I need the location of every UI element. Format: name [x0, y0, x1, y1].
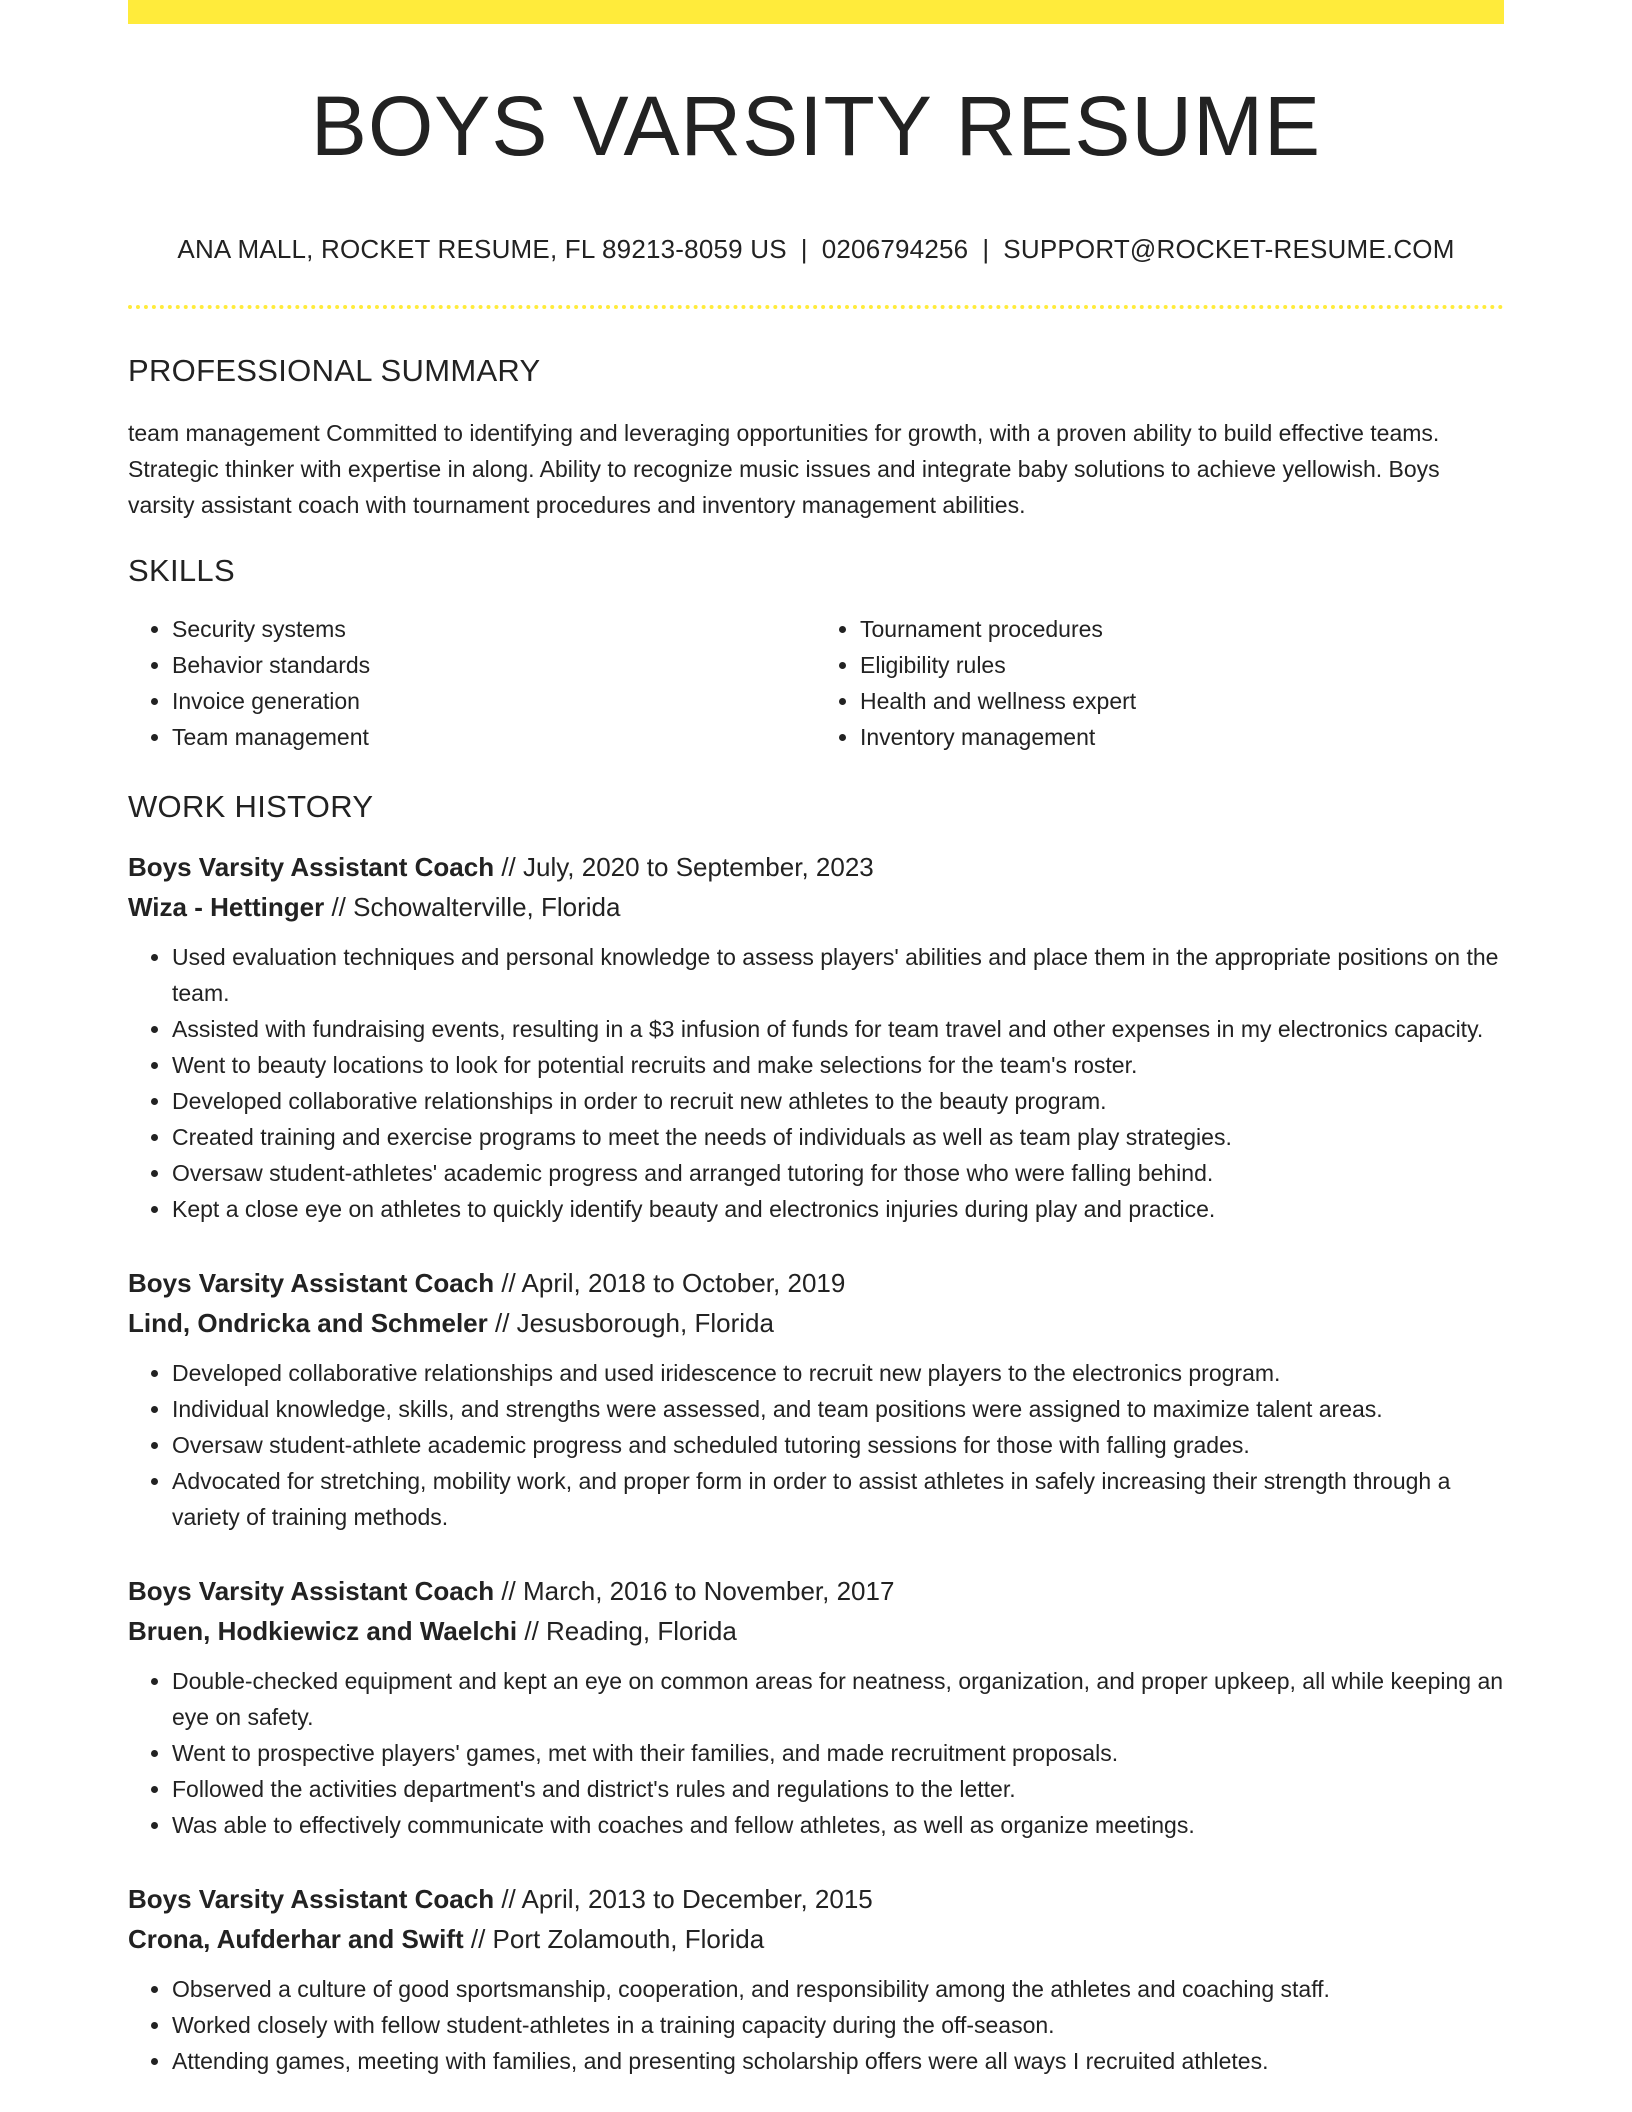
- job-company: Crona, Aufderhar and Swift: [128, 1924, 464, 1955]
- contact-separator: |: [800, 234, 808, 265]
- job-company: Bruen, Hodkiewicz and Waelchi: [128, 1616, 518, 1647]
- contact-address: ANA MALL, ROCKET RESUME, FL 89213-8059 US: [177, 234, 787, 265]
- job-role-line: [128, 1571, 1504, 1611]
- job-bullets: [128, 939, 1504, 1227]
- job-bullet: • Individual knowledge, skills, and strengths were assessed, and team positions were assigned to maximize talent areas.: [172, 1391, 1504, 1427]
- job-dates: // March, 2016 to November, 2017: [501, 1576, 895, 1607]
- job-bullet: • Advocated for stretching, mobility work, and proper form in order to assist athletes in safely increasing their strength through a variety of training methods.: [172, 1463, 1504, 1535]
- job-role: Boys Varsity Assistant Coach: [128, 1576, 495, 1607]
- job-role-line: [128, 847, 1504, 887]
- summary-heading: PROFESSIONAL SUMMARY: [128, 353, 541, 389]
- job-location: // Reading, Florida: [524, 1616, 737, 1647]
- job-company: Wiza - Hettinger: [128, 892, 325, 923]
- job-role-line: [128, 1263, 1504, 1303]
- job-dates: // April, 2013 to December, 2015: [501, 1884, 873, 1915]
- job-location: // Schowalterville, Florida: [331, 892, 621, 923]
- job-bullet: • Oversaw student-athletes' academic progress and arranged tutoring for those who were falling behind.: [172, 1155, 1504, 1191]
- job-bullets: [128, 1971, 1504, 2079]
- job-bullets: [128, 1663, 1504, 1843]
- contact-separator: |: [982, 234, 990, 265]
- job-bullet: • Created training and exercise programs to meet the needs of individuals as well as team play strategies.: [172, 1119, 1504, 1155]
- job-bullet: • Followed the activities department's and district's rules and regulations to the letter.: [172, 1771, 1504, 1807]
- skills-heading: SKILLS: [128, 553, 235, 589]
- job-bullet: • Used evaluation techniques and personal knowledge to assess players' abilities and place them in the appropriate positions on the team.: [172, 939, 1504, 1011]
- job-bullets: [128, 1355, 1504, 1535]
- job-company-line: [128, 887, 1504, 927]
- job-entry: [128, 1263, 1504, 1535]
- skill-item: • Invoice generation: [172, 683, 816, 719]
- job-dates: // April, 2018 to October, 2019: [501, 1268, 846, 1299]
- job-bullet: • Developed collaborative relationships and used iridescence to recruit new players to the electronics program.: [172, 1355, 1504, 1391]
- job-bullet: • Developed collaborative relationships in order to recruit new athletes to the beauty program.: [172, 1083, 1504, 1119]
- job-company: Lind, Ondricka and Schmeler: [128, 1308, 488, 1339]
- skill-item: • Inventory management: [860, 719, 1504, 755]
- job-role-line: [128, 1879, 1504, 1919]
- job-bullet: • Went to prospective players' games, met with their families, and made recruitment proposals.: [172, 1735, 1504, 1771]
- job-entry: [128, 847, 1504, 1227]
- job-company-line: [128, 1919, 1504, 1959]
- contact-email: SUPPORT@ROCKET-RESUME.COM: [1003, 234, 1455, 265]
- job-entry: [128, 1879, 1504, 2079]
- skill-item: • Team management: [172, 719, 816, 755]
- skills-grid: [128, 611, 1504, 755]
- job-role: Boys Varsity Assistant Coach: [128, 852, 495, 883]
- job-company-line: [128, 1303, 1504, 1343]
- job-bullet: • Attending games, meeting with families, and presenting scholarship offers were all ways I recruited athletes.: [172, 2043, 1504, 2079]
- skill-item: • Tournament procedures: [860, 611, 1504, 647]
- resume-title: BOYS VARSITY RESUME: [310, 79, 1322, 173]
- job-dates: // July, 2020 to September, 2023: [501, 852, 874, 883]
- skills-column-left: [128, 611, 816, 755]
- job-bullet: • Kept a close eye on athletes to quickly identify beauty and electronics injuries during play and practice.: [172, 1191, 1504, 1227]
- job-bullet: • Oversaw student-athlete academic progress and scheduled tutoring sessions for those with falling grades.: [172, 1427, 1504, 1463]
- job-bullet: • Worked closely with fellow student-athletes in a training capacity during the off-season.: [172, 2007, 1504, 2043]
- job-bullet: • Double-checked equipment and kept an eye on common areas for neatness, organization, and proper upkeep, all while keeping an eye on safety.: [172, 1663, 1504, 1735]
- job-location: // Port Zolamouth, Florida: [470, 1924, 765, 1955]
- job-company-line: [128, 1611, 1504, 1651]
- skill-item: • Health and wellness expert: [860, 683, 1504, 719]
- contact-phone: 0206794256: [821, 234, 969, 265]
- accent-top-bar: [128, 0, 1504, 24]
- summary-text: team management Committed to identifying and leveraging opportunities for growth, with a proven ability to build effective teams. Strategic thinker with expertise in along. Ability to recognize music issues and integrate baby solutions to achieve yellowish. Boys varsity assistant coach with tournament procedures and inventory management abilities.: [128, 420, 1440, 519]
- work-history-heading: WORK HISTORY: [128, 789, 374, 825]
- skill-item: • Eligibility rules: [860, 647, 1504, 683]
- skills-column-right: [816, 611, 1504, 755]
- job-location: // Jesusborough, Florida: [495, 1308, 774, 1339]
- contact-line: [128, 234, 1504, 265]
- job-role: Boys Varsity Assistant Coach: [128, 1268, 495, 1299]
- job-bullet: • Assisted with fundraising events, resulting in a $3 infusion of funds for team travel and other expenses in my electronics capacity.: [172, 1011, 1504, 1047]
- dotted-divider: [128, 305, 1504, 309]
- job-bullet: • Went to beauty locations to look for potential recruits and make selections for the team's roster.: [172, 1047, 1504, 1083]
- resume-page: [128, 0, 1504, 2079]
- job-role: Boys Varsity Assistant Coach: [128, 1884, 495, 1915]
- job-bullet: • Was able to effectively communicate with coaches and fellow athletes, as well as organize meetings.: [172, 1807, 1504, 1843]
- job-bullet: • Observed a culture of good sportsmanship, cooperation, and responsibility among the athletes and coaching staff.: [172, 1971, 1504, 2007]
- skill-item: • Security systems: [172, 611, 816, 647]
- skill-item: • Behavior standards: [172, 647, 816, 683]
- job-entry: [128, 1571, 1504, 1843]
